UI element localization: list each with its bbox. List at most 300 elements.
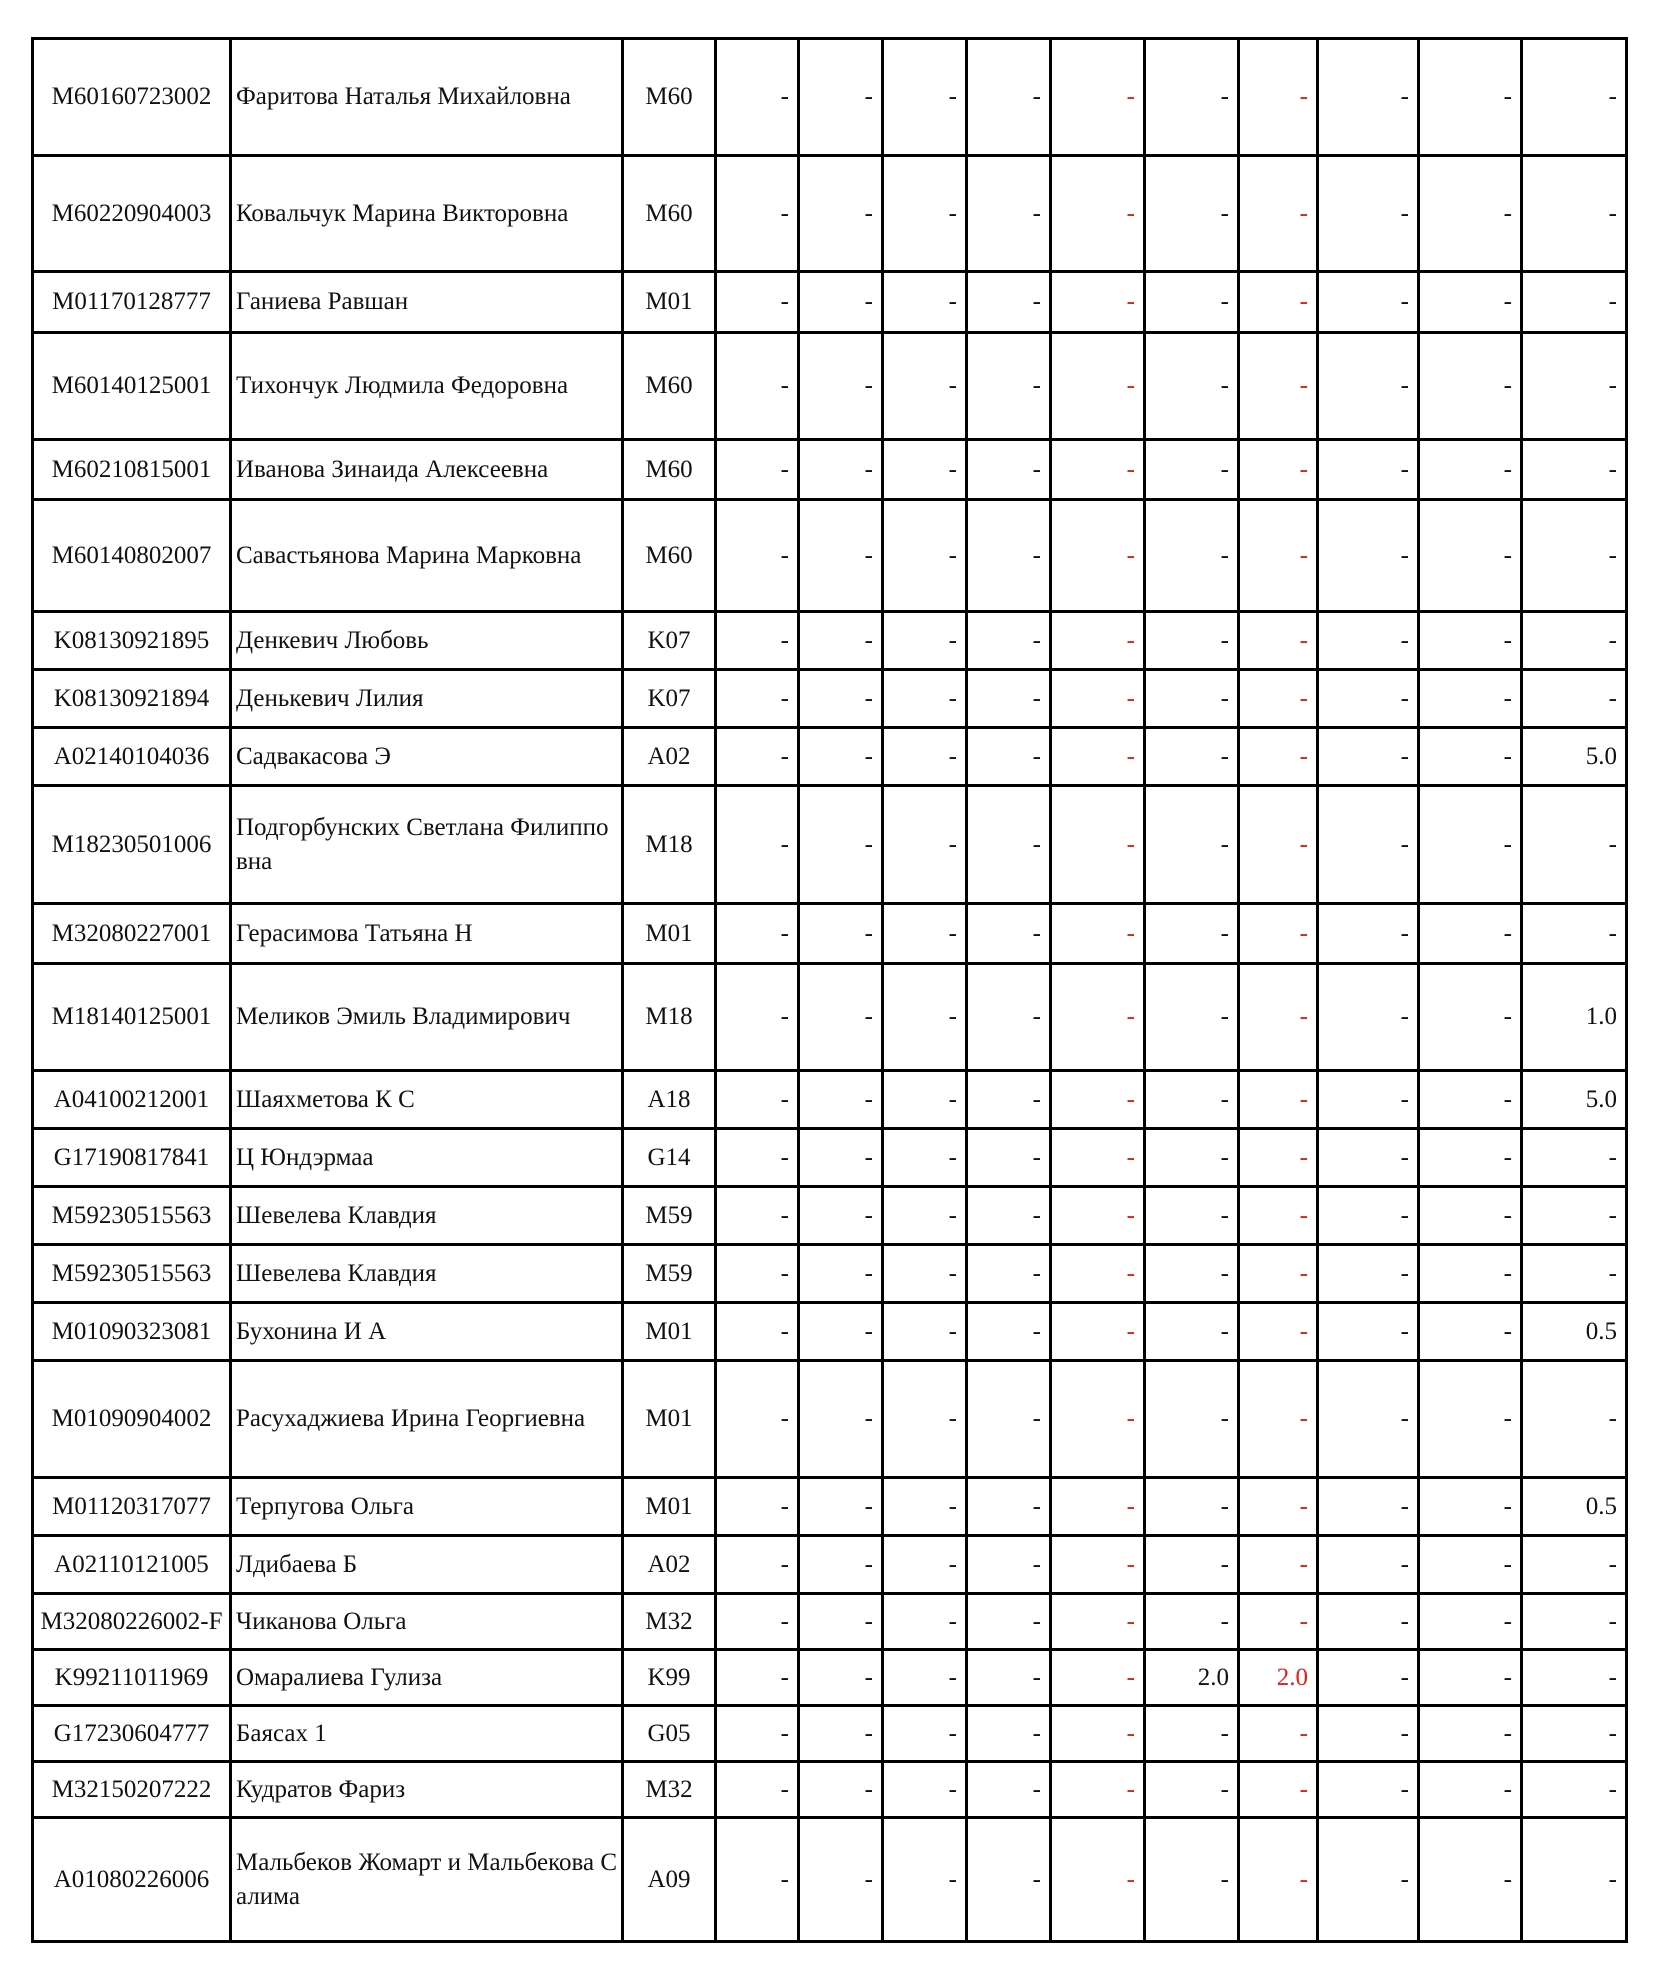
value-cell: -: [1051, 1361, 1145, 1478]
value-cell: -: [967, 1361, 1051, 1478]
value-cell: -: [1239, 904, 1318, 964]
value-cell: -: [883, 1071, 967, 1129]
record-code: K08130921895: [33, 612, 231, 670]
table-row: [33, 728, 1627, 786]
value-cell: -: [1051, 728, 1145, 786]
record-code: K08130921894: [33, 670, 231, 728]
value-cell: -: [799, 1478, 883, 1536]
value-cell: -: [1522, 1706, 1627, 1762]
value-cell: -: [1419, 1187, 1522, 1245]
value-cell: -: [716, 670, 799, 728]
region-code: K07: [623, 670, 716, 728]
value-cell: -: [1419, 1706, 1522, 1762]
value-cell: -: [1522, 1361, 1627, 1478]
value-cell: -: [1239, 333, 1318, 440]
value-cell: -: [1145, 786, 1239, 904]
record-code: M60220904003: [33, 156, 231, 272]
value-cell: -: [799, 156, 883, 272]
record-code: M01090323081: [33, 1303, 231, 1361]
value-cell: -: [1419, 1650, 1522, 1706]
value-cell: -: [1145, 1818, 1239, 1942]
table-row: [33, 1361, 1627, 1478]
data-table: [31, 37, 1628, 1943]
value-cell: -: [967, 1478, 1051, 1536]
value-cell: -: [883, 272, 967, 333]
value-cell: -: [1522, 272, 1627, 333]
value-cell: -: [883, 500, 967, 612]
value-cell: -: [1419, 1129, 1522, 1187]
person-name: Чиканова Ольга: [231, 1594, 623, 1650]
value-cell: -: [1318, 1187, 1419, 1245]
value-cell: -: [1318, 1594, 1419, 1650]
person-name: Денькевич Лилия: [231, 670, 623, 728]
record-code: G17190817841: [33, 1129, 231, 1187]
value-cell: -: [716, 1071, 799, 1129]
value-cell: -: [799, 612, 883, 670]
person-name: Подгорбунских Светлана Филипповна: [231, 786, 623, 904]
table-row: [33, 1536, 1627, 1594]
value-cell: -: [883, 1818, 967, 1942]
value-cell: -: [1239, 500, 1318, 612]
value-cell: -: [883, 1762, 967, 1818]
table-row: [33, 1478, 1627, 1536]
value-cell: -: [1145, 440, 1239, 500]
value-cell: -: [1145, 1129, 1239, 1187]
value-cell: -: [716, 786, 799, 904]
value-cell: -: [967, 1536, 1051, 1594]
table-row: [33, 1762, 1627, 1818]
value-cell: -: [1419, 1478, 1522, 1536]
table-row: [33, 440, 1627, 500]
value-cell: -: [716, 964, 799, 1071]
value-cell: -: [1419, 612, 1522, 670]
person-name: Ганиева Равшан: [231, 272, 623, 333]
value-cell: -: [716, 1818, 799, 1942]
record-code: M59230515563: [33, 1245, 231, 1303]
value-cell: -: [1318, 500, 1419, 612]
table-row: [33, 1071, 1627, 1129]
value-cell: -: [716, 1762, 799, 1818]
value-cell: -: [799, 728, 883, 786]
value-cell: -: [1145, 1361, 1239, 1478]
region-code: K99: [623, 1650, 716, 1706]
value-cell: -: [1051, 1187, 1145, 1245]
value-cell: -: [967, 1071, 1051, 1129]
value-cell: -: [967, 156, 1051, 272]
person-name: Бухонина И А: [231, 1303, 623, 1361]
person-name: Шевелева Клавдия: [231, 1245, 623, 1303]
value-cell: -: [1145, 1303, 1239, 1361]
value-cell: -: [799, 1536, 883, 1594]
value-cell: -: [1145, 904, 1239, 964]
value-cell: -: [1051, 1706, 1145, 1762]
value-cell: -: [1051, 500, 1145, 612]
value-cell: -: [1419, 333, 1522, 440]
value-cell: -: [883, 728, 967, 786]
value-cell: -: [799, 904, 883, 964]
value-cell: -: [799, 1650, 883, 1706]
value-cell: 5.0: [1522, 1071, 1627, 1129]
table-row: [33, 612, 1627, 670]
value-cell: -: [1318, 786, 1419, 904]
table-row: [33, 333, 1627, 440]
value-cell: -: [1239, 1245, 1318, 1303]
value-cell: -: [1145, 964, 1239, 1071]
record-code: A04100212001: [33, 1071, 231, 1129]
value-cell: -: [1522, 786, 1627, 904]
value-cell: -: [1318, 1361, 1419, 1478]
value-cell: -: [1145, 1594, 1239, 1650]
value-cell: -: [799, 272, 883, 333]
value-cell: -: [1239, 1536, 1318, 1594]
value-cell: -: [1051, 1303, 1145, 1361]
value-cell: -: [799, 1071, 883, 1129]
person-name: Терпугова Ольга: [231, 1478, 623, 1536]
value-cell: -: [1239, 1818, 1318, 1942]
value-cell: -: [1239, 670, 1318, 728]
value-cell: -: [1522, 156, 1627, 272]
value-cell: -: [1145, 500, 1239, 612]
value-cell: -: [883, 1594, 967, 1650]
value-cell: -: [716, 272, 799, 333]
value-cell: -: [883, 670, 967, 728]
value-cell: -: [1051, 670, 1145, 728]
value-cell: -: [1522, 333, 1627, 440]
table-row: [33, 1650, 1627, 1706]
person-name: Кудратов Фариз: [231, 1762, 623, 1818]
value-cell: -: [716, 1129, 799, 1187]
value-cell: -: [883, 1706, 967, 1762]
value-cell: -: [1051, 1536, 1145, 1594]
value-cell: -: [1051, 333, 1145, 440]
value-cell: -: [1318, 1650, 1419, 1706]
region-code: M01: [623, 1303, 716, 1361]
record-code: K99211011969: [33, 1650, 231, 1706]
value-cell: -: [716, 333, 799, 440]
value-cell: -: [1419, 964, 1522, 1071]
value-cell: -: [799, 1361, 883, 1478]
record-code: A01080226006: [33, 1818, 231, 1942]
region-code: M01: [623, 272, 716, 333]
record-code: M59230515563: [33, 1187, 231, 1245]
table-row: [33, 39, 1627, 156]
value-cell: -: [1419, 1245, 1522, 1303]
value-cell: -: [716, 39, 799, 156]
value-cell: -: [967, 904, 1051, 964]
value-cell: -: [799, 1762, 883, 1818]
value-cell: -: [799, 1303, 883, 1361]
region-code: M60: [623, 156, 716, 272]
value-cell: -: [1239, 1303, 1318, 1361]
record-code: M32080227001: [33, 904, 231, 964]
value-cell: -: [1318, 1762, 1419, 1818]
table-row: [33, 964, 1627, 1071]
value-cell: -: [1318, 1303, 1419, 1361]
value-cell: -: [716, 1536, 799, 1594]
value-cell: -: [1051, 1245, 1145, 1303]
region-code: M60: [623, 440, 716, 500]
value-cell: -: [1522, 670, 1627, 728]
value-cell: -: [1145, 670, 1239, 728]
value-cell: -: [1239, 1762, 1318, 1818]
value-cell: -: [967, 1594, 1051, 1650]
region-code: A18: [623, 1071, 716, 1129]
value-cell: -: [1239, 39, 1318, 156]
record-code: M01090904002: [33, 1361, 231, 1478]
person-name: Расухаджиева Ирина Георгиевна: [231, 1361, 623, 1478]
value-cell: -: [967, 786, 1051, 904]
value-cell: -: [1318, 1071, 1419, 1129]
value-cell: 5.0: [1522, 728, 1627, 786]
person-name: Иванова Зинаида Алексеевна: [231, 440, 623, 500]
value-cell: -: [1239, 964, 1318, 1071]
value-cell: -: [1145, 728, 1239, 786]
value-cell: -: [1318, 1129, 1419, 1187]
region-code: M18: [623, 964, 716, 1071]
value-cell: -: [883, 1187, 967, 1245]
value-cell: -: [1145, 612, 1239, 670]
region-code: A02: [623, 728, 716, 786]
value-cell: -: [883, 39, 967, 156]
value-cell: -: [967, 1706, 1051, 1762]
value-cell: -: [1051, 1071, 1145, 1129]
value-cell: -: [967, 1129, 1051, 1187]
table-row: [33, 1129, 1627, 1187]
table-row: [33, 1245, 1627, 1303]
value-cell: -: [1419, 1303, 1522, 1361]
value-cell: -: [967, 500, 1051, 612]
value-cell: -: [1419, 904, 1522, 964]
value-cell: -: [716, 1361, 799, 1478]
table-body: [33, 39, 1627, 1942]
value-cell: -: [883, 1303, 967, 1361]
region-code: M01: [623, 1361, 716, 1478]
value-cell: -: [799, 1187, 883, 1245]
record-code: M01120317077: [33, 1478, 231, 1536]
record-code: G17230604777: [33, 1706, 231, 1762]
person-name: Тихончук Людмила Федоровна: [231, 333, 623, 440]
value-cell: -: [799, 670, 883, 728]
value-cell: -: [1239, 1594, 1318, 1650]
value-cell: -: [1522, 1650, 1627, 1706]
value-cell: -: [883, 1361, 967, 1478]
record-code: M60210815001: [33, 440, 231, 500]
value-cell: -: [1522, 612, 1627, 670]
value-cell: -: [1318, 904, 1419, 964]
value-cell: -: [1318, 728, 1419, 786]
value-cell: -: [1318, 1706, 1419, 1762]
value-cell: -: [1145, 272, 1239, 333]
value-cell: -: [1318, 440, 1419, 500]
value-cell: -: [1318, 333, 1419, 440]
value-cell: -: [1419, 500, 1522, 612]
value-cell: -: [1522, 1129, 1627, 1187]
value-cell: -: [1239, 786, 1318, 904]
value-cell: -: [1318, 272, 1419, 333]
value-cell: -: [1522, 1762, 1627, 1818]
value-cell: -: [799, 333, 883, 440]
value-cell: -: [716, 500, 799, 612]
value-cell: -: [799, 1245, 883, 1303]
value-cell: -: [799, 1129, 883, 1187]
value-cell: -: [1145, 1706, 1239, 1762]
value-cell: -: [883, 1536, 967, 1594]
value-cell: -: [883, 440, 967, 500]
value-cell: -: [1419, 1361, 1522, 1478]
value-cell: -: [716, 1303, 799, 1361]
value-cell: -: [1419, 786, 1522, 904]
value-cell: -: [1522, 500, 1627, 612]
value-cell: -: [716, 904, 799, 964]
value-cell: -: [967, 728, 1051, 786]
value-cell: -: [883, 786, 967, 904]
value-cell: -: [716, 440, 799, 500]
value-cell: -: [799, 786, 883, 904]
value-cell: -: [1145, 333, 1239, 440]
value-cell: -: [1522, 1536, 1627, 1594]
value-cell: -: [1239, 440, 1318, 500]
value-cell: -: [1051, 272, 1145, 333]
person-name: Ц Юндэрмаа: [231, 1129, 623, 1187]
value-cell: -: [716, 1478, 799, 1536]
value-cell: -: [1051, 904, 1145, 964]
value-cell: -: [967, 1762, 1051, 1818]
value-cell: -: [883, 1650, 967, 1706]
value-cell: -: [1051, 1650, 1145, 1706]
value-cell: -: [967, 964, 1051, 1071]
value-cell: -: [883, 1245, 967, 1303]
value-cell: -: [967, 612, 1051, 670]
record-code: M60140125001: [33, 333, 231, 440]
record-code: M32080226002-F: [33, 1594, 231, 1650]
value-cell: -: [883, 1478, 967, 1536]
value-cell: -: [1522, 440, 1627, 500]
value-cell: -: [1145, 1245, 1239, 1303]
value-cell: -: [1145, 156, 1239, 272]
value-cell: -: [967, 39, 1051, 156]
person-name: Фаритова Наталья Михайловна: [231, 39, 623, 156]
region-code: A02: [623, 1536, 716, 1594]
table-row: [33, 786, 1627, 904]
value-cell: -: [716, 728, 799, 786]
value-cell: -: [1239, 1706, 1318, 1762]
value-cell: -: [1419, 1594, 1522, 1650]
value-cell: -: [1051, 39, 1145, 156]
value-cell: -: [716, 1594, 799, 1650]
table-row: [33, 670, 1627, 728]
value-cell: -: [1419, 1818, 1522, 1942]
value-cell: -: [1239, 1071, 1318, 1129]
value-cell: -: [883, 333, 967, 440]
value-cell: -: [1051, 1478, 1145, 1536]
value-cell: -: [1419, 1536, 1522, 1594]
value-cell: -: [1051, 1594, 1145, 1650]
value-cell: -: [799, 964, 883, 1071]
value-cell: 2.0: [1239, 1650, 1318, 1706]
value-cell: -: [716, 1650, 799, 1706]
value-cell: -: [1051, 612, 1145, 670]
record-code: A02110121005: [33, 1536, 231, 1594]
value-cell: -: [1051, 156, 1145, 272]
value-cell: -: [1051, 440, 1145, 500]
value-cell: -: [716, 1245, 799, 1303]
value-cell: -: [799, 1706, 883, 1762]
value-cell: -: [1145, 1762, 1239, 1818]
value-cell: -: [1318, 39, 1419, 156]
region-code: M18: [623, 786, 716, 904]
value-cell: -: [1239, 612, 1318, 670]
value-cell: -: [1419, 156, 1522, 272]
record-code: M60160723002: [33, 39, 231, 156]
value-cell: -: [1522, 1818, 1627, 1942]
value-cell: -: [967, 1245, 1051, 1303]
value-cell: -: [1522, 39, 1627, 156]
value-cell: -: [967, 670, 1051, 728]
value-cell: -: [1051, 1129, 1145, 1187]
value-cell: -: [1318, 1478, 1419, 1536]
table-row: [33, 156, 1627, 272]
region-code: M01: [623, 1478, 716, 1536]
value-cell: -: [1522, 1245, 1627, 1303]
table-row: [33, 1303, 1627, 1361]
value-cell: -: [1051, 786, 1145, 904]
record-code: M18140125001: [33, 964, 231, 1071]
value-cell: -: [883, 156, 967, 272]
person-name: Меликов Эмиль Владимирович: [231, 964, 623, 1071]
value-cell: -: [1051, 1818, 1145, 1942]
value-cell: -: [967, 1303, 1051, 1361]
value-cell: -: [1522, 1187, 1627, 1245]
table-row: [33, 272, 1627, 333]
person-name: Садвакасова Э: [231, 728, 623, 786]
value-cell: -: [1239, 272, 1318, 333]
value-cell: -: [1419, 39, 1522, 156]
value-cell: -: [1318, 612, 1419, 670]
person-name: Мальбеков Жомарт и Мальбекова Салима: [231, 1818, 623, 1942]
value-cell: -: [967, 1187, 1051, 1245]
value-cell: 1.0: [1522, 964, 1627, 1071]
record-code: M32150207222: [33, 1762, 231, 1818]
region-code: G05: [623, 1706, 716, 1762]
value-cell: -: [799, 1818, 883, 1942]
value-cell: -: [1419, 272, 1522, 333]
value-cell: -: [1145, 1071, 1239, 1129]
value-cell: -: [799, 39, 883, 156]
value-cell: -: [716, 156, 799, 272]
value-cell: -: [1318, 156, 1419, 272]
record-code: M01170128777: [33, 272, 231, 333]
person-name: Шевелева Клавдия: [231, 1187, 623, 1245]
value-cell: -: [1239, 728, 1318, 786]
person-name: Баясах 1: [231, 1706, 623, 1762]
value-cell: -: [1522, 1594, 1627, 1650]
value-cell: -: [1239, 1129, 1318, 1187]
value-cell: -: [1318, 1245, 1419, 1303]
value-cell: -: [967, 333, 1051, 440]
person-name: Герасимова Татьяна Н: [231, 904, 623, 964]
region-code: K07: [623, 612, 716, 670]
region-code: M60: [623, 333, 716, 440]
value-cell: 0.5: [1522, 1478, 1627, 1536]
table-row: [33, 1594, 1627, 1650]
table-row: [33, 1706, 1627, 1762]
value-cell: -: [967, 272, 1051, 333]
region-code: M59: [623, 1245, 716, 1303]
person-name: Лдибаева Б: [231, 1536, 623, 1594]
value-cell: -: [967, 440, 1051, 500]
value-cell: -: [1051, 1762, 1145, 1818]
value-cell: -: [1239, 156, 1318, 272]
